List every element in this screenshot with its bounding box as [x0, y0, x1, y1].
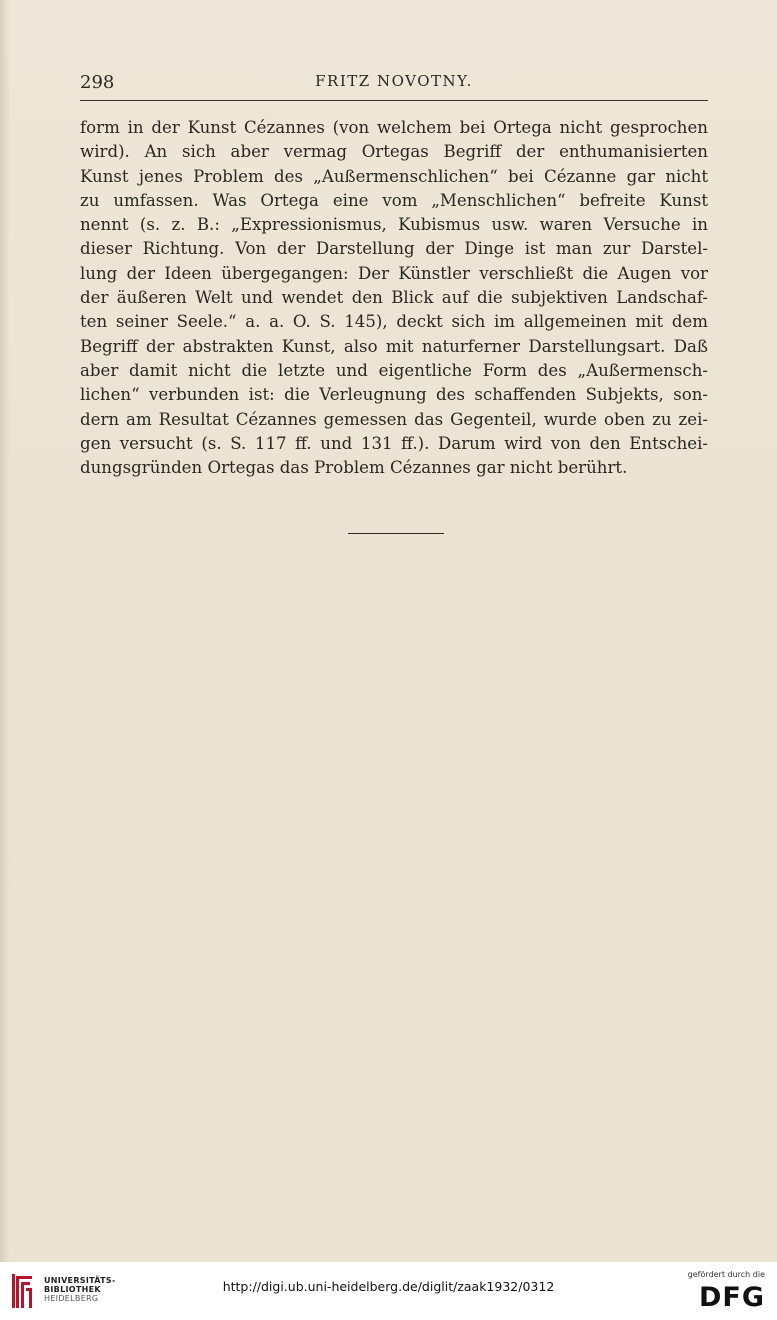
text-line: aber damit nicht die letzte und eigentliche Form des „Außermensch- [80, 360, 708, 380]
dfg-logo[interactable]: DFG [698, 1282, 765, 1313]
body-paragraph [80, 116, 708, 480]
text-line: lichen“ verbunden ist: die Verleugnung des schaffenden Subjekts, son- [80, 385, 708, 405]
library-name-line3: HEIDELBERG [44, 1294, 99, 1303]
page-gutter-shadow [0, 0, 10, 1262]
text-line: Begriff der abstrakten Kunst, also mit naturferner Darstellungsart. Daß [80, 336, 708, 356]
header-rule [80, 100, 708, 101]
section-end-rule [348, 533, 444, 534]
running-title: FRITZ NOVOTNY. [315, 72, 473, 90]
footer-bar [0, 1262, 777, 1320]
text-line: zu umfassen. Was Ortega eine vom „Menschlichen“ befreite Kunst [80, 190, 708, 210]
text-line: dieser Richtung. Von der Darstellung der Dinge ist man zur Darstel- [80, 239, 708, 259]
page-number: 298 [80, 72, 115, 93]
permalink-url[interactable]: http://digi.ub.uni-heidelberg.de/diglit/zaak1932/0312 [222, 1279, 555, 1294]
page-header [80, 72, 708, 98]
text-line: form in der Kunst Cézannes (von welchem bei Ortega nicht gesprochen [80, 118, 708, 137]
library-name-line2: BIBLIOTHEK [44, 1285, 101, 1294]
library-name-line1: UNIVERSITÄTS- [44, 1276, 116, 1285]
text-line: Kunst jenes Problem des „Außermenschlichen“ bei Cézanne gar nicht [80, 166, 708, 186]
funded-by-label: gefördert durch die [687, 1270, 765, 1279]
text-line: dungsgründen Ortegas das Problem Cézannes gar nicht berührt. [80, 458, 628, 478]
text-line: lung der Ideen übergegangen: Der Künstler verschließt die Augen vor [80, 263, 708, 283]
text-line: wird). An sich aber vermag Ortegas Begriff der enthumanisierten [80, 142, 708, 162]
text-line: der äußeren Welt und wendet den Blick auf die subjektiven Landschaf- [80, 288, 708, 308]
text-line: dern am Resultat Cézannes gemessen das Gegenteil, wurde oben zu zei- [80, 409, 708, 429]
text-line: nennt (s. z. B.: „Expressionismus, Kubismus usw. waren Versuche in [80, 215, 708, 235]
text-line: gen versucht (s. S. 117 ff. und 131 ff.). Darum wird von den Entschei- [80, 433, 708, 453]
text-line: ten seiner Seele.“ a. a. O. S. 145), deckt sich im allgemeinen mit dem [80, 312, 708, 332]
